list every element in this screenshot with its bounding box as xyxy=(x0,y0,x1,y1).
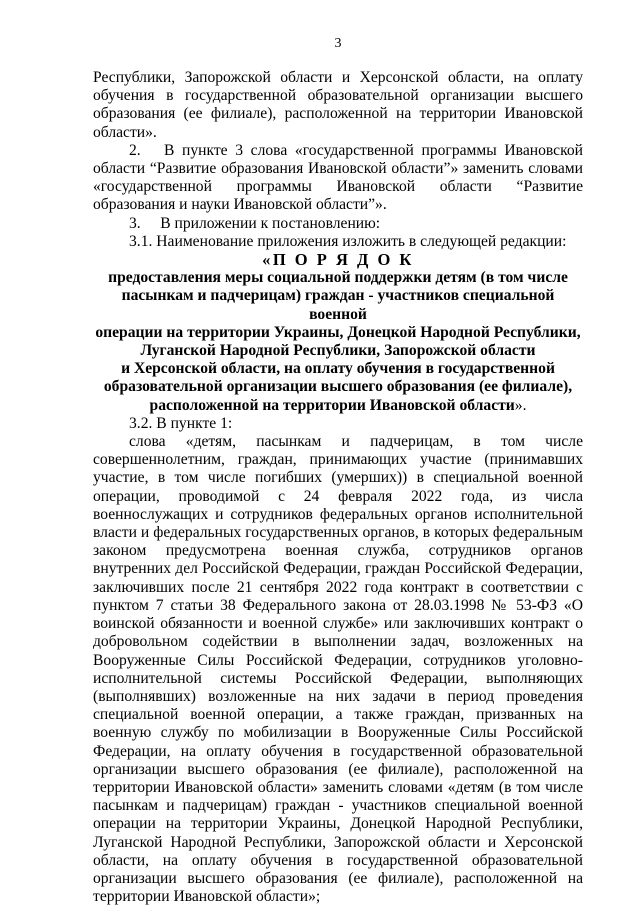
order-heading-line: операции на территории Украины, Донецкой Народной Республики, xyxy=(95,323,581,341)
order-heading-line: предоставления меры социальной поддержки детям (в том числе xyxy=(108,269,568,287)
paragraph-item-3: 3. В приложении к постановлению: xyxy=(129,214,381,232)
order-heading xyxy=(93,251,583,415)
order-heading-line: и Херсонской области, на оплату обучения в государственной xyxy=(121,360,555,378)
order-heading-closing: ». xyxy=(514,396,527,414)
document-body xyxy=(93,69,583,906)
order-heading-line: образовательной организации высшего образования (ее филиале), xyxy=(103,378,573,396)
order-heading-line: Луганской Народной Республики, Запорожской области xyxy=(140,342,536,360)
order-heading-line: пасынкам и падчерицам) граждан - участников специальной военной xyxy=(121,287,555,323)
paragraph-item-3-2-body: слова «детям, пасынкам и падчерицам, в том числе совершеннолетним, граждан, принимающих участие (принимавших участие, в том числе погибших (умерших)) в специальной военной операции, проводимой с 24 февраля 2022 года, из числа военнослужащих и сотрудников федеральных органов исполнительной власти и федеральных государственных органов, в которых федеральным законом предусмотрена военная служба, сотрудников органов внутренних дел Российской Федерации, граждан Российской Федерации, заключивших после 21 сентября 2022 года контракт в соответствии с пунктом 7 статьи 38 Федерального закона от 28.03.1998 № 53-ФЗ «О воинской обязанности и военной службе» или заключивших контракт о добровольном содействии в выполнении задач, возложенных на Вооруженные Силы Российской Федерации, сотрудников уголовно-исполнительной системы Российской Федерации, выполняющих (выполнявших) возложенные на них задачи в период проведения специальной военной операции, а также граждан, призванных на военную службу по мобилизации в Вооруженные Силы Российской Федерации, на оплату обучения в государственной образовательной организации высшего образования (ее филиале), расположенной на территории Ивановской области» заменить словами «детям (в том числе пасынкам и падчерицам) граждан - участников специальной военной операции на территории Украины, Донецкой Народной Республики, Луганской Народной Республики, Запорожской области и Херсонской области, на оплату обучения в государственной образовательной организации высшего образования (ее филиале), расположенной на территории Ивановской области»; xyxy=(93,433,583,906)
order-heading-line-last xyxy=(93,397,583,415)
paragraph-continuation: Республики, Запорожской области и Херсонской области, на оплату обучения в государственной образовательной организации высшего образования (ее филиале), расположенной на территории Ивановской области». xyxy=(93,69,583,141)
page-number: 3 xyxy=(334,36,342,51)
paragraph-item-2: 2. В пункте 3 слова «государственной программы Ивановской области “Развитие образования Ивановской области”» заменить словами «государственной программы Ивановской области “Развитие образования и науки Ивановской области”». xyxy=(93,141,583,214)
order-heading-line: расположенной на территории Ивановской области xyxy=(149,396,515,414)
paragraph-item-3-1: 3.1. Наименование приложения изложить в следующей редакции: xyxy=(129,232,567,250)
order-title: «П О Р Я Д О К xyxy=(262,250,414,270)
paragraph-item-3-2: 3.2. В пункте 1: xyxy=(129,414,233,432)
